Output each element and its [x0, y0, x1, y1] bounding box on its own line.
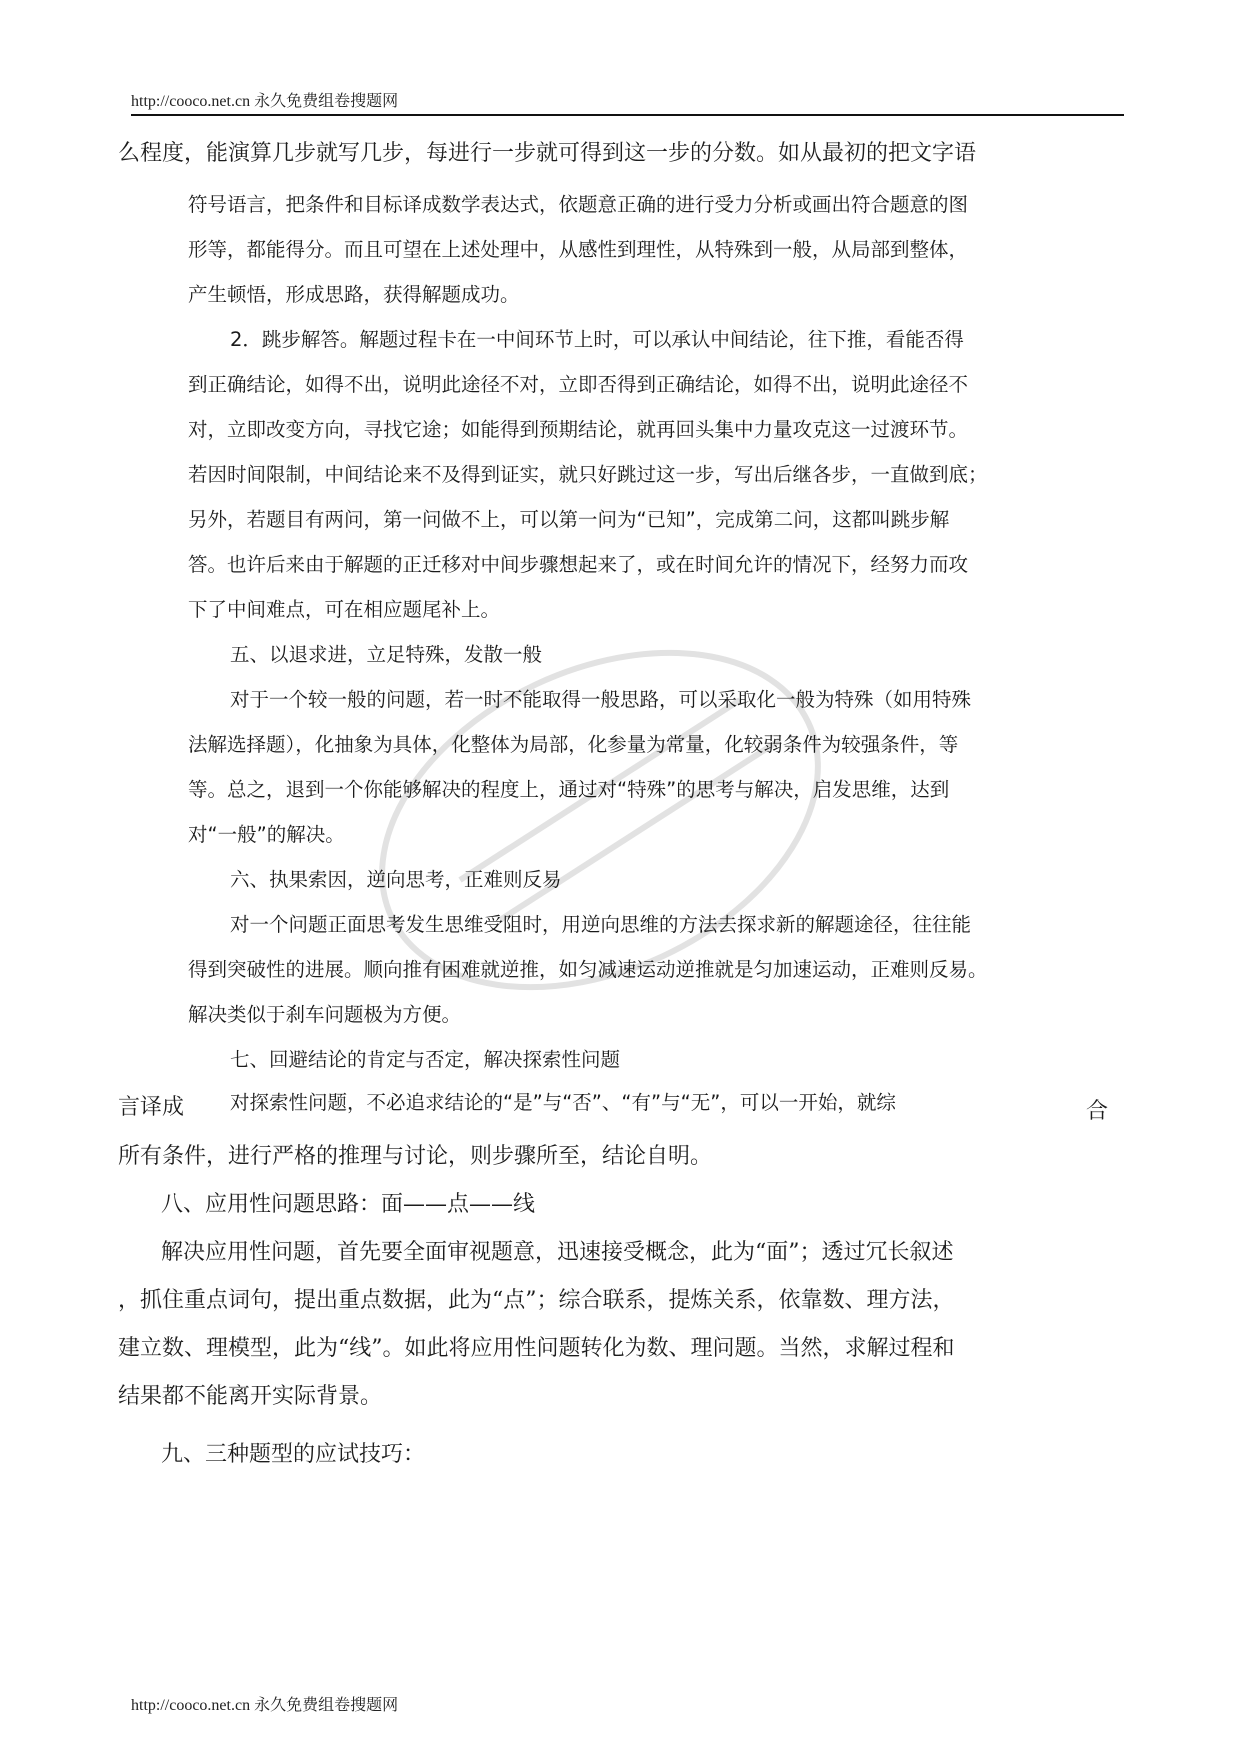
text-line: 到正确结论，如得不出，说明此途径不对，立即否得到正确结论，如得不出，说明此途径不 — [188, 373, 969, 396]
text-fragment: 言译成 — [118, 1095, 185, 1120]
section-heading: 九、三种题型的应试技巧： — [161, 1442, 426, 1467]
text-fragment: 合 — [1086, 1099, 1109, 1124]
text-line: 得到突破性的进展。顺向推有困难就逆推，如匀减速运动逆推就是匀加速运动，正难则反易。 — [188, 958, 988, 981]
text-line: 建立数、理模型，此为“线”。如此将应用性问题转化为数、理问题。当然，求解过程和 — [118, 1336, 955, 1361]
page-header: http://cooco.net.cn 永久免费组卷搜题网 — [131, 93, 399, 110]
text-line: 对探索性问题，不必追求结论的“是”与“否”、“有”与“无”，可以一开始，就综 — [230, 1091, 896, 1114]
text-line: 对“一般”的解决。 — [188, 823, 345, 846]
header-rule — [131, 114, 1124, 116]
text-line: 等。总之，退到一个你能够解决的程度上，通过对“特殊”的思考与解决，启发思维，达到 — [188, 778, 950, 801]
text-line: 结果都不能离开实际背景。 — [118, 1384, 383, 1409]
text-line: 所有条件，进行严格的推理与讨论，则步骤所至，结论自明。 — [118, 1144, 713, 1169]
text-line: 2．跳步解答。解题过程卡在一中间环节上时，可以承认中间结论，往下推，看能否得 — [230, 328, 964, 351]
text-line: 对，立即改变方向，寻找它途；如能得到预期结论，就再回头集中力量攻克这一过渡环节。 — [188, 418, 969, 441]
text-line: 另外，若题目有两问，第一问做不上，可以第一问为“已知”，完成第二问，这都叫跳步解 — [188, 508, 950, 531]
text-line: 对一个问题正面思考发生思维受阻时，用逆向思维的方法去探求新的解题途径，往往能 — [230, 913, 972, 936]
page-footer: http://cooco.net.cn 永久免费组卷搜题网 — [131, 1697, 399, 1714]
text-line: 解决应用性问题，首先要全面审视题意，迅速接受概念，此为“面”；透过冗长叙述 — [161, 1240, 954, 1265]
text-line: 解决类似于刹车问题极为方便。 — [188, 1003, 462, 1026]
text-line: 下了中间难点，可在相应题尾补上。 — [188, 598, 501, 621]
text-line: 产生顿悟，形成思路，获得解题成功。 — [188, 283, 520, 306]
section-heading: 六、执果索因，逆向思考，正难则反易 — [230, 868, 562, 891]
text-line: 么程度，能演算几步就写几步，每进行一步就可得到这一步的分数。如从最初的把文字语 — [118, 141, 977, 166]
text-line: 若因时间限制，中间结论来不及得到证实，就只好跳过这一步，写出后继各步，一直做到底； — [188, 463, 988, 486]
text-line: 形等，都能得分。而且可望在上述处理中，从感性到理性，从特殊到一般，从局部到整体， — [188, 238, 969, 261]
section-heading: 七、回避结论的肯定与否定，解决探索性问题 — [230, 1048, 621, 1071]
section-heading: 八、应用性问题思路：面——点——线 — [161, 1192, 536, 1217]
text-line: 法解选择题），化抽象为具体，化整体为局部，化参量为常量，化较弱条件为较强条件，等 — [188, 733, 959, 756]
text-line: 符号语言，把条件和目标译成数学表达式，依题意正确的进行受力分析或画出符合题意的图 — [188, 193, 969, 216]
text-line: ，抓住重点词句，提出重点数据，此为“点”；综合联系，提炼关系，依靠数、理方法， — [118, 1288, 955, 1313]
section-heading: 五、以退求进，立足特殊，发散一般 — [230, 643, 543, 666]
text-line: 对于一个较一般的问题，若一时不能取得一般思路，可以采取化一般为特殊（如用特殊 — [230, 688, 972, 711]
text-line: 答。也许后来由于解题的正迁移对中间步骤想起来了，或在时间允许的情况下，经努力而攻 — [188, 553, 969, 576]
